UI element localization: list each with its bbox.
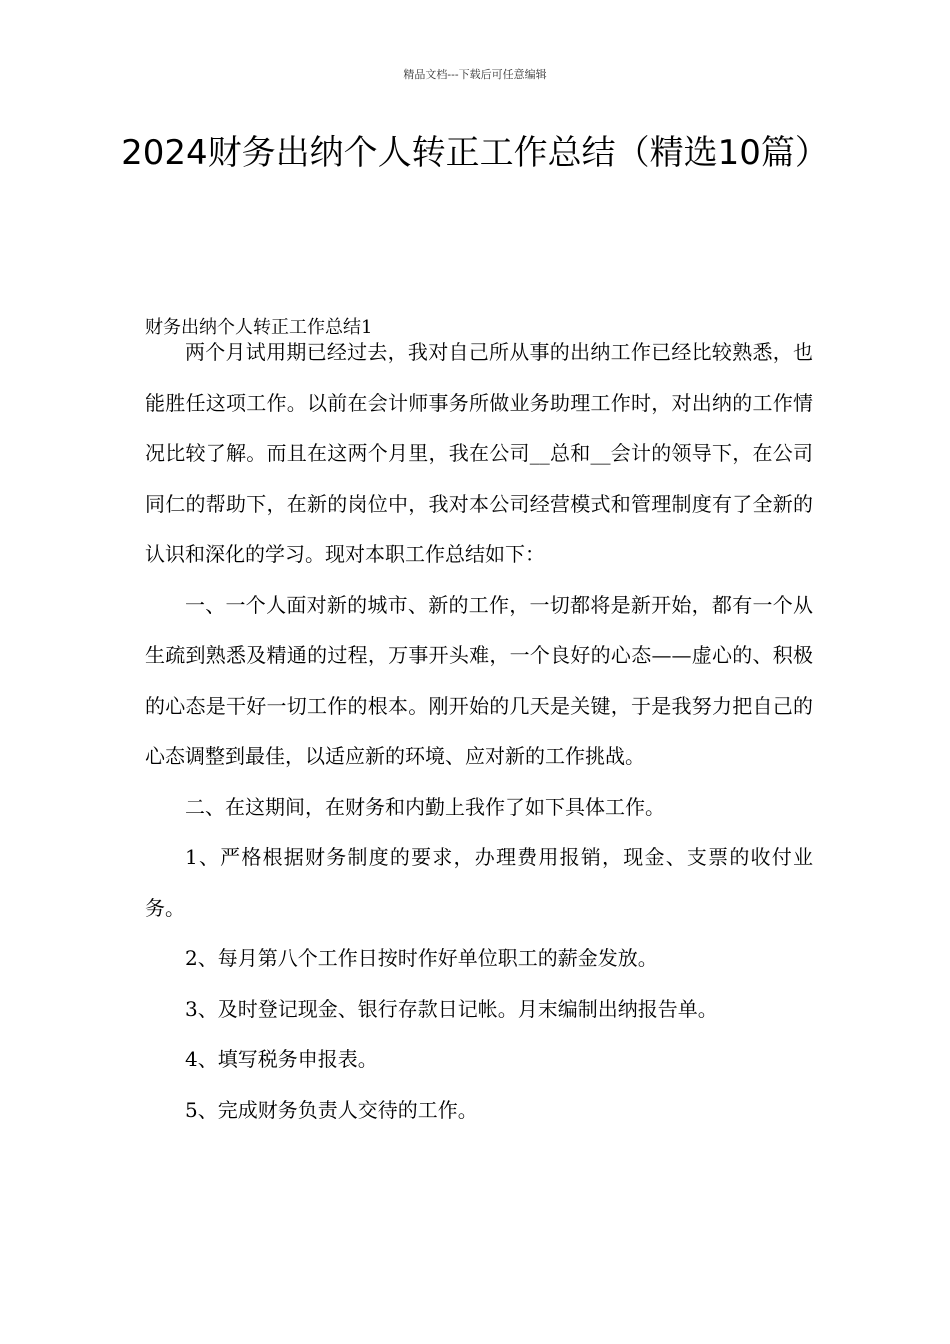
- paragraph: 3、及时登记现金、银行存款日记帐。月末编制出纳报告单。: [185, 996, 718, 1021]
- paragraph: 1、严格根据财务制度的要求，办理费用报销，现金、支票的收付业务。: [145, 845, 813, 920]
- paragraph: 两个月试用期已经过去，我对自己所从事的出纳工作已经比较熟悉，也能胜任这项工作。以前在会计师事务所做业务助理工作时，对出纳的工作情况比较了解。而且在这两个月里，我在公司__总和__会计的领导下，在公司同仁的帮助下，在新的岗位中，我对本公司经营模式和管理制度有了全新的认识和深化的学习。现对本职工作总结如下：: [145, 340, 813, 566]
- document-title: 2024财务出纳个人转正工作总结（精选10篇）: [121, 133, 829, 173]
- document-body: [145, 327, 813, 1135]
- paragraph: 2、每月第八个工作日按时作好单位职工的薪金发放。: [185, 946, 658, 970]
- header-note: 精品文档---下载后可任意编辑: [403, 68, 547, 81]
- paragraph: 5、完成财务负责人交待的工作。: [185, 1097, 478, 1122]
- paragraph: 4、填写税务申报表。: [185, 1047, 378, 1071]
- section-heading: 财务出纳个人转正工作总结1: [145, 317, 373, 338]
- paragraph: 一、一个人面对新的城市、新的工作，一切都将是新开始，都有一个从生疏到熟悉及精通的过程，万事开头难，一个良好的心态——虚心的、积极的心态是干好一切工作的根本。刚开始的几天是关键，于是我努力把自己的心态调整到最佳，以适应新的环境、应对新的工作挑战。: [145, 592, 813, 768]
- paragraph: 二、在这期间，在财务和内勤上我作了如下具体工作。: [185, 794, 665, 819]
